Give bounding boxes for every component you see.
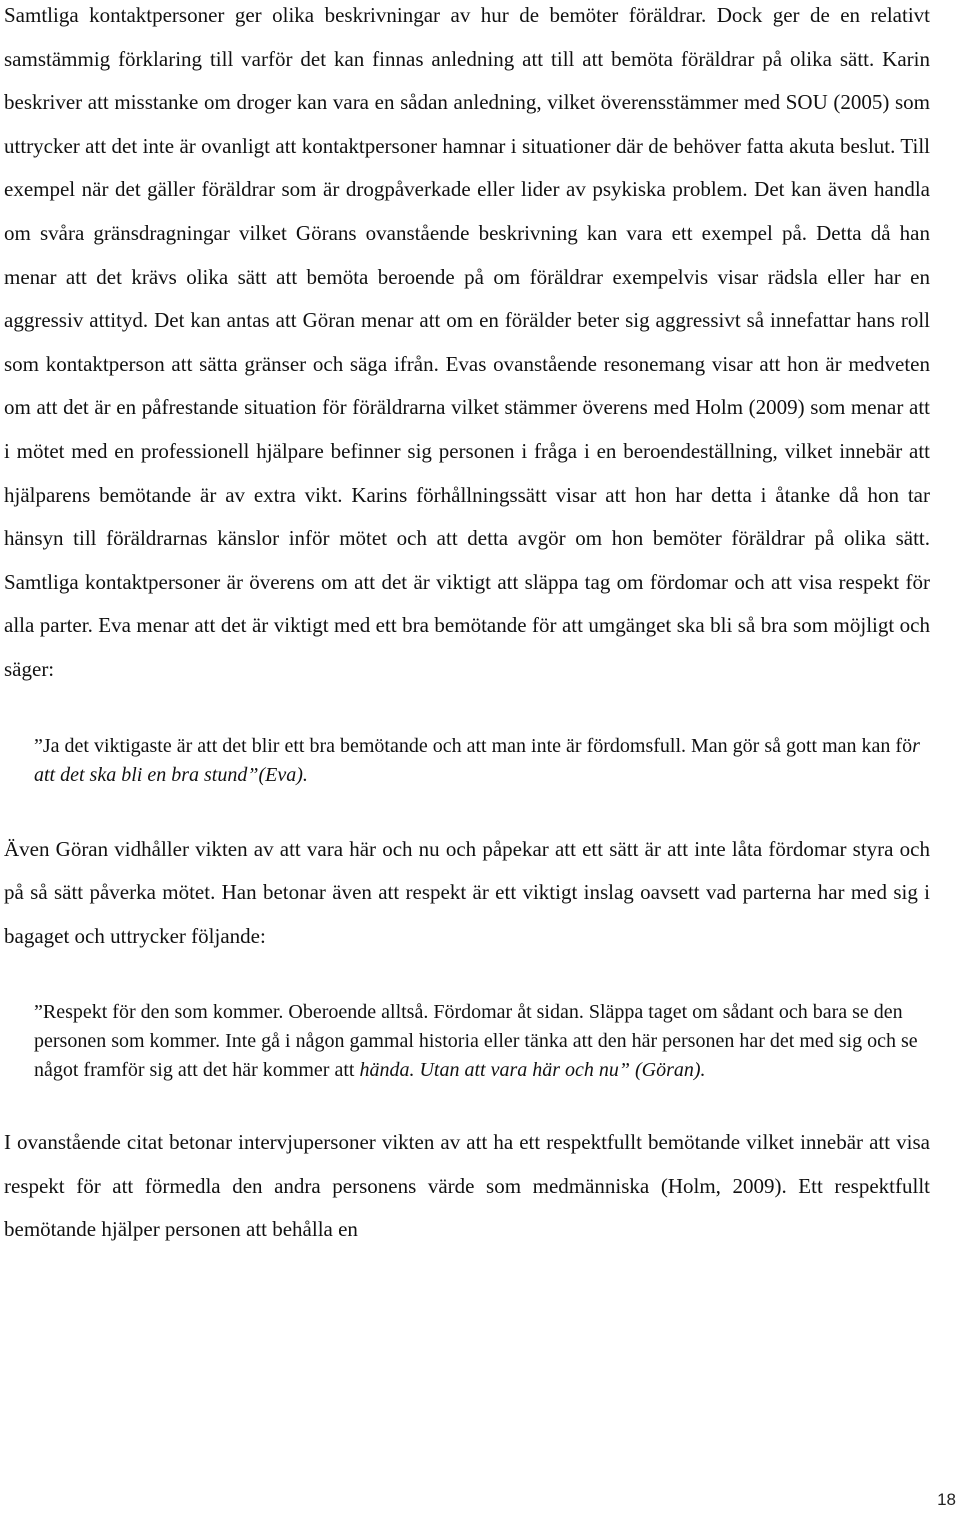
quote-goran-text: ”Respekt för den som kommer. Oberoende alltså. Fördomar åt sidan. Släppa taget om sådant och bara se den personen som kommer. Inte gå i någon gammal historia eller tänka att den här personen har det med sig och se något framför sig att det här kommer att <box>34 1001 918 1082</box>
quote-goran-italic-text: hända. Utan att vara här och nu” (Göran). <box>359 1059 706 1082</box>
document-page <box>4 0 930 1252</box>
quote-eva-italic-text: r att det ska bli en bra stund”(Eva). <box>34 734 920 786</box>
quote-eva-text: ”Ja det viktigaste är att det blir ett bra bemötande och att man inte är fördomsfull. Man gör så gott man kan fö <box>34 734 913 757</box>
body-paragraph-2: Även Göran vidhåller vikten av att vara här och nu och påpekar att ett sätt är att inte låta fördomar styra och på så sätt påverka mötet. Han betonar även att respekt är ett viktigt inslag oavsett vad parterna har med sig i bagaget och uttrycker följande: <box>4 836 930 948</box>
body-paragraph-1: Samtliga kontaktpersoner ger olika beskrivningar av hur de bemöter föräldrar. Dock ger de en relativt samstämmig förklaring till varför det kan finnas anledning att till att bemöta föräldrar på olika sätt. Karin beskriver att misstanke om droger kan vara en sådan anledning, vilket överensstämmer med SOU (2005) som uttrycker att det inte är ovanligt att kontaktpersoner hamnar i situationer där de behöver fatta akuta beslut. Till exempel när det gäller föräldrar som är drogpåverkade eller lider av psykiska problem. Det kan även handla om svåra gränsdragningar vilket Görans ovanstående beskrivning kan vara ett exempel på. Detta då han menar att det krävs olika sätt att bemöta beroende på om föräldrar exempelvis visar rädsla eller har en aggressiv attityd. Det kan antas att Göran menar att om en förälder beter sig aggressivt så innefattar hans roll som kontaktperson att sätta gränser och säga ifrån. Evas ovanstående resonemang visar att hon är medveten om att det är en påfrestande situation för föräldrarna vilket stämmer överens med Holm (2009) som menar att i mötet med en professionell hjälpare befinner sig personen i fråga i en beroendeställning, vilket innebär att hjälparens bemötande är av extra vikt. Karins förhållningssätt visar att hon har detta i åtanke då hon tar hänsyn till föräldrarnas känslor inför mötet och att detta avgör om hon bemöter föräldrar på olika sätt. Samtliga kontaktpersoner är överens om att det är viktigt att släppa tag om fördomar och att visa respekt för alla parter. Eva menar att det är viktigt med ett bra bemötande för att umgänget ska bli så bra som möjligt och säger: <box>4 3 930 681</box>
page-number: 18 <box>937 1490 956 1509</box>
body-paragraph-3: I ovanstående citat betonar intervjupersoner vikten av att ha ett respektfullt bemötande vilket innebär att visa respekt för att förmedla den andra personens värde som medmänniska (Holm, 2009). Ett respektfullt bemötande hjälper personen att behålla en <box>4 1130 930 1242</box>
block-quote-goran <box>34 998 926 1085</box>
block-quote-eva <box>34 732 926 790</box>
